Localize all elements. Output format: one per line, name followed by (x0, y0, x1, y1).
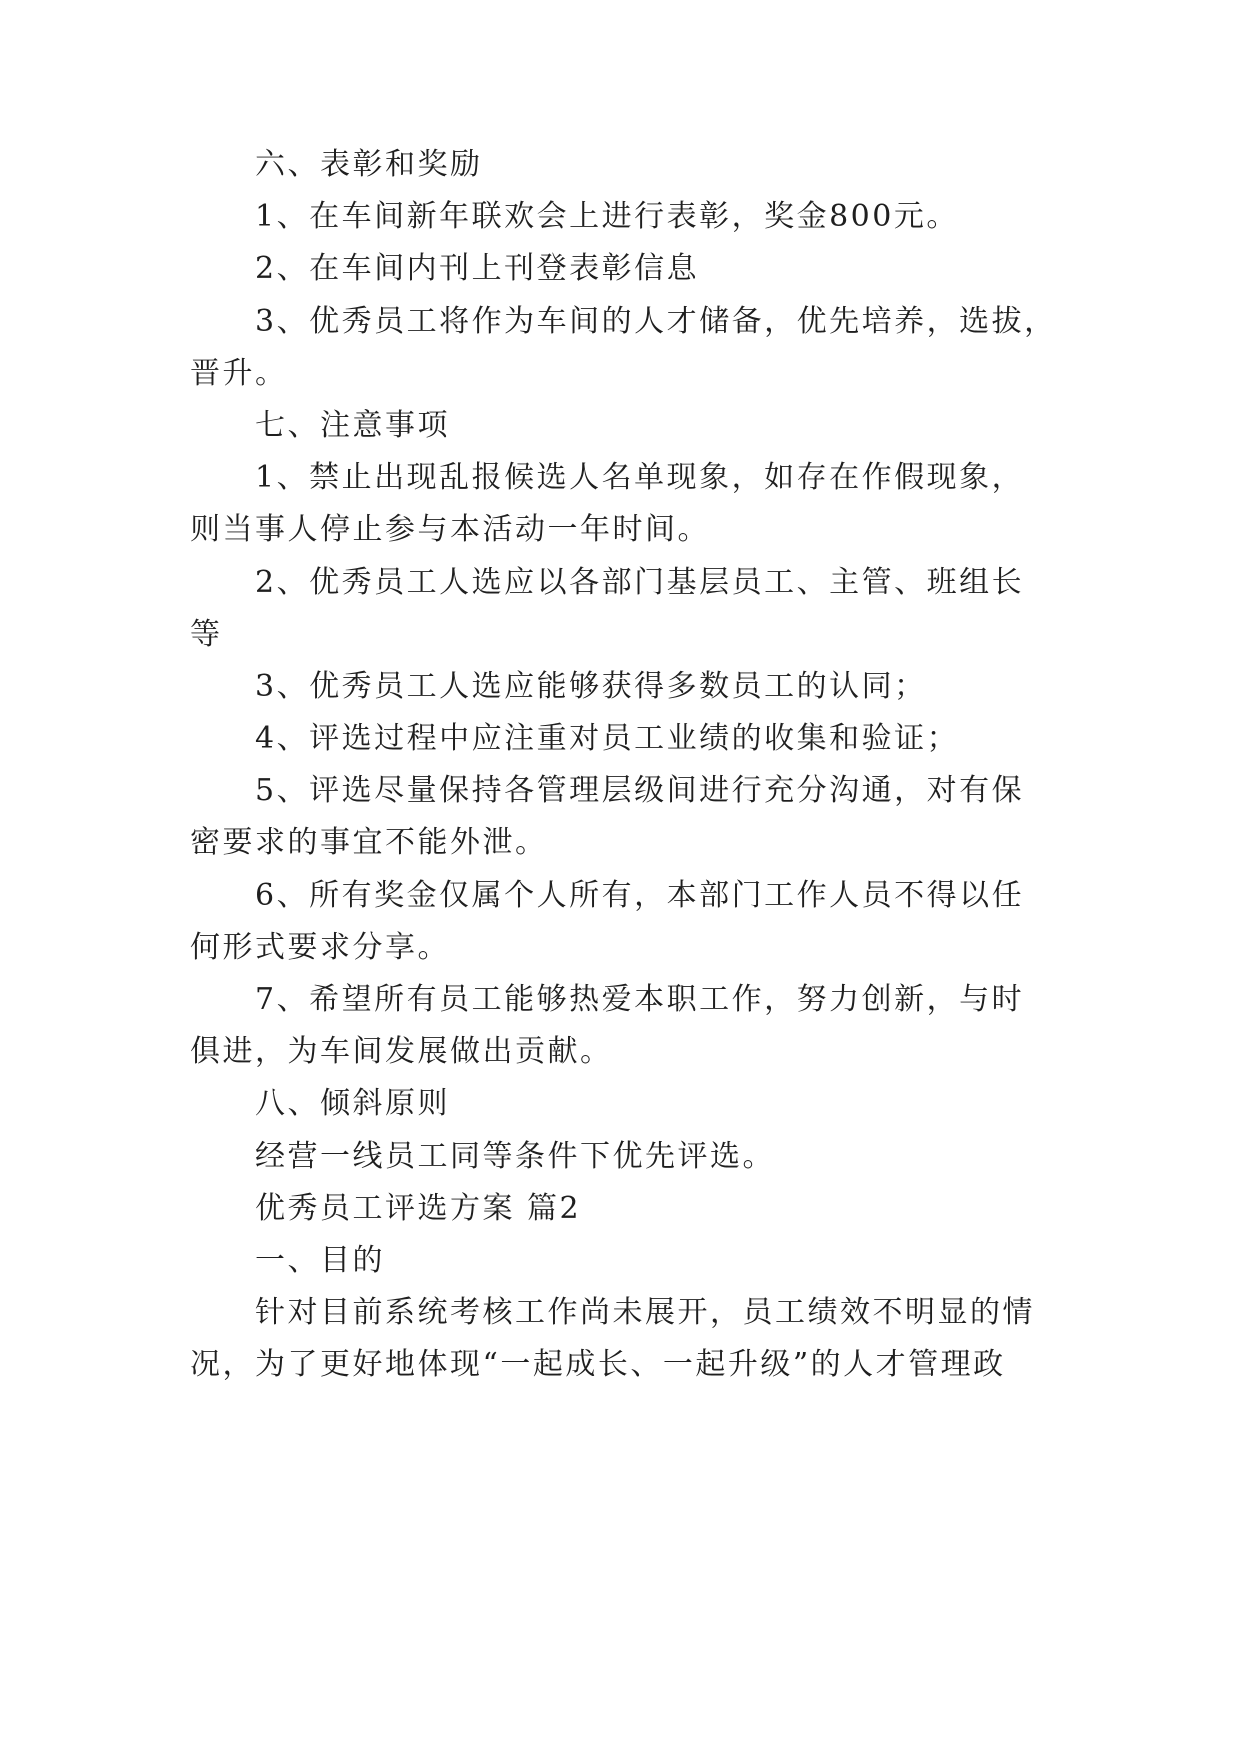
list-item-continuation: 等 (190, 616, 223, 652)
list-item: 3、优秀员工将作为车间的人才储备，优先培养，选拔， (255, 303, 1057, 339)
list-item: 2、在车间内刊上刊登表彰信息 (255, 251, 700, 287)
list-item: 6、所有奖金仅属个人所有，本部门工作人员不得以任 (255, 877, 1025, 913)
list-item: 1、在车间新年联欢会上进行表彰，奖金800元。 (255, 199, 959, 235)
paragraph: 针对目前系统考核工作尚未展开，员工绩效不明显的情 (255, 1295, 1035, 1331)
list-item: 4、评选过程中应注重对员工业绩的收集和验证； (255, 721, 960, 757)
list-item-continuation: 密要求的事宜不能外泄。 (190, 825, 548, 861)
list-item: 2、优秀员工人选应以各部门基层员工、主管、班组长 (255, 564, 1025, 600)
list-item: 7、希望所有员工能够热爱本职工作，努力创新，与时 (255, 982, 1025, 1017)
document-title-part-2: 优秀员工评选方案 篇2 (255, 1190, 582, 1226)
list-item-continuation: 则当事人停止参与本活动一年时间。 (190, 512, 710, 548)
section-heading-priority: 八、倾斜原则 (255, 1086, 450, 1122)
list-item-continuation: 俱进，为车间发展做出贡献。 (190, 1034, 613, 1070)
paragraph-continuation: 况，为了更好地体现“一起成长、一起升级”的人才管理政 (190, 1347, 1006, 1383)
list-item: 3、优秀员工人选应能够获得多数员工的认同； (255, 668, 927, 704)
section-heading-notes: 七、注意事项 (255, 407, 450, 443)
section-heading-awards: 六、表彰和奖励 (255, 147, 483, 182)
document-page (190, 139, 1090, 1392)
list-item-continuation: 晋升。 (190, 355, 288, 391)
section-heading-purpose: 一、目的 (255, 1242, 385, 1278)
paragraph: 经营一线员工同等条件下优先评选。 (255, 1138, 775, 1174)
list-item: 1、禁止出现乱报候选人名单现象，如存在作假现象， (255, 460, 1025, 496)
list-item-continuation: 何形式要求分享。 (190, 929, 450, 965)
list-item: 5、评选尽量保持各管理层级间进行充分沟通，对有保 (255, 773, 1025, 809)
